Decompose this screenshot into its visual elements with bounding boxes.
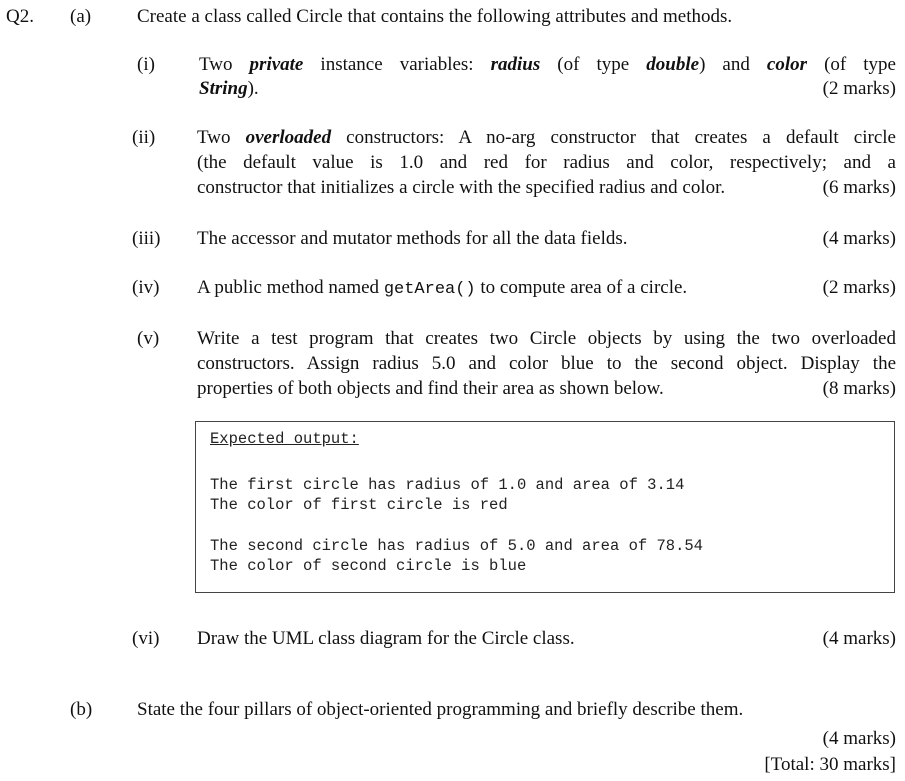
total-marks: [Total: 30 marks] (764, 754, 896, 775)
part-b-text: State the four pillars of object-oriented programming and briefly describe them. (137, 699, 744, 720)
item-i-line2: String). (199, 78, 259, 99)
output-line-2: The color of first circle is red (210, 496, 508, 514)
part-b-label: (b) (70, 699, 93, 720)
item-v-marks: (8 marks) (822, 378, 896, 399)
expected-output-box (195, 421, 895, 593)
getarea-code: getArea() (383, 280, 476, 299)
output-line-4: The color of second circle is blue (210, 557, 527, 575)
item-iii-marks: (4 marks) (822, 228, 896, 249)
output-line-3: The second circle has radius of 5.0 and area of 78.54 (210, 537, 703, 555)
output-line-1: The first circle has radius of 1.0 and area of 3.14 (210, 476, 685, 494)
item-ii-marks: (6 marks) (822, 177, 896, 198)
item-ii-line3: constructor that initializes a circle with the specified radius and color. (197, 177, 726, 198)
part-a-label: (a) (70, 6, 92, 27)
item-i-roman: (i) (137, 54, 155, 75)
item-i-marks: (2 marks) (822, 78, 896, 99)
item-iv-roman: (iv) (132, 277, 160, 298)
item-v-line3: properties of both objects and find their area as shown below. (197, 378, 664, 399)
part-b-marks: (4 marks) (822, 728, 896, 749)
item-vi-marks: (4 marks) (822, 628, 896, 649)
item-iv-text: A public method named getArea() to compute area of a circle. (197, 277, 688, 299)
item-vi-text: Draw the UML class diagram for the Circle class. (197, 628, 575, 649)
question-number: Q2. (6, 6, 34, 27)
item-i-line1: Two private instance variables: radius (of type double) and color (of type (199, 54, 896, 75)
item-iv-marks: (2 marks) (822, 277, 896, 298)
item-vi-roman: (vi) (132, 628, 160, 649)
item-ii-roman: (ii) (132, 127, 156, 148)
item-v-roman: (v) (137, 328, 160, 349)
item-ii-line2: (the default value is 1.0 and red for radius and color, respectively; and a (197, 152, 896, 173)
expected-output-heading: Expected output: (210, 430, 359, 448)
item-v-line2: constructors. Assign radius 5.0 and color blue to the second object. Display the (197, 353, 896, 374)
item-ii-line1: Two overloaded constructors: A no-arg constructor that creates a default circle (197, 127, 896, 148)
item-iii-text: The accessor and mutator methods for all the data fields. (197, 228, 628, 249)
item-iii-roman: (iii) (132, 228, 161, 249)
item-v-line1: Write a test program that creates two Circle objects by using the two overloaded (197, 328, 896, 349)
part-a-intro: Create a class called Circle that contains the following attributes and methods. (137, 6, 733, 27)
